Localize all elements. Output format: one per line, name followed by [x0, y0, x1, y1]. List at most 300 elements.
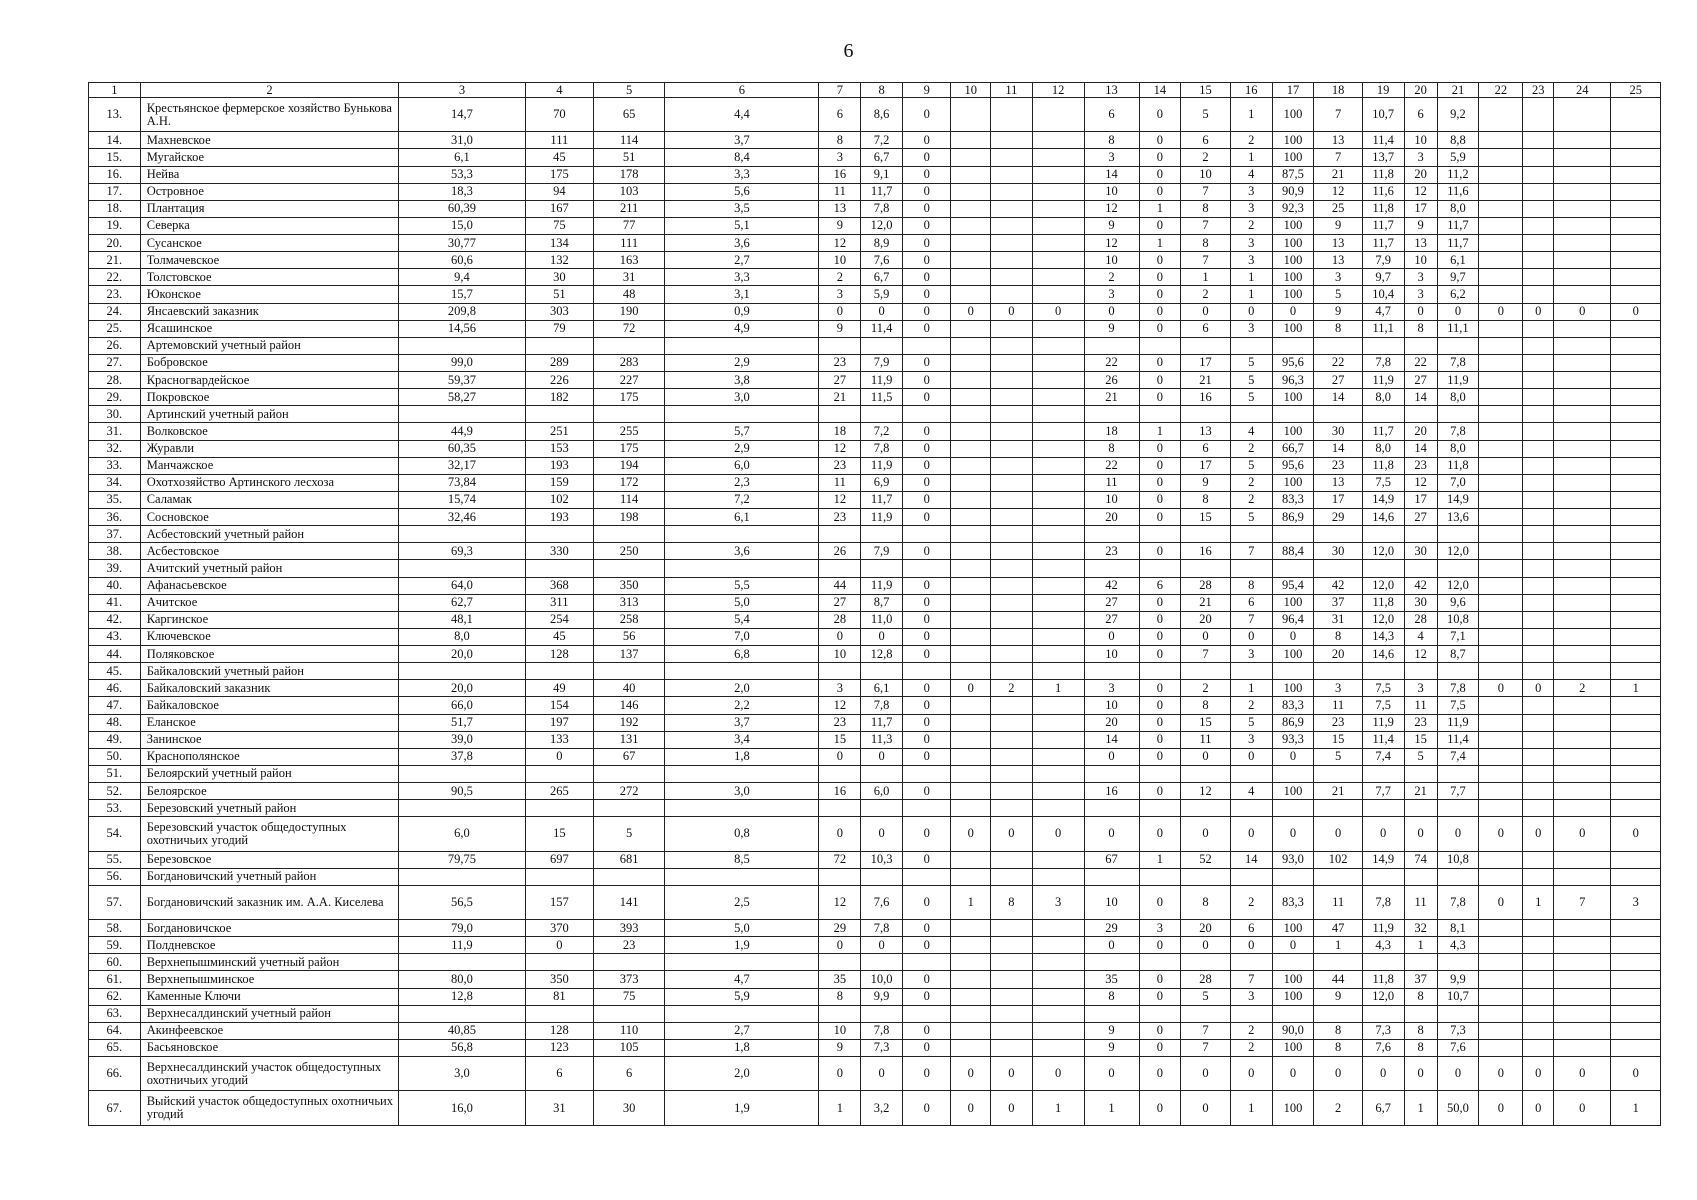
table-cell: 14,6: [1362, 509, 1404, 526]
table-cell: 3: [1230, 731, 1272, 748]
table-cell: [861, 663, 903, 680]
table-cell: 198: [593, 509, 665, 526]
table-cell: 100: [1272, 235, 1314, 252]
table-cell: 0: [951, 1091, 991, 1126]
table-cell: 42: [1404, 577, 1437, 594]
table-row: [89, 954, 1661, 971]
row-name-cell: Сосновское: [140, 509, 399, 526]
table-cell: [1554, 183, 1611, 200]
table-cell: [1479, 491, 1523, 508]
table-cell: 0: [1139, 971, 1181, 988]
row-name-cell: Янсаевский заказник: [140, 303, 399, 320]
table-row: [89, 817, 1661, 851]
table-cell: 0: [903, 269, 951, 286]
table-cell: 0: [1139, 474, 1181, 491]
table-cell: 0: [1611, 303, 1661, 320]
table-cell: [1032, 611, 1084, 628]
table-cell: 2,7: [665, 1022, 819, 1039]
table-cell: 9: [1314, 217, 1362, 234]
table-cell: [1523, 714, 1554, 731]
table-cell: 0: [1362, 1057, 1404, 1091]
table-cell: 6: [1181, 440, 1231, 457]
table-cell: 3: [1314, 269, 1362, 286]
table-cell: 15: [1314, 731, 1362, 748]
table-cell: [1479, 868, 1523, 885]
table-cell: 0: [1479, 885, 1523, 919]
table-cell: 0: [903, 971, 951, 988]
table-cell: 27: [1404, 372, 1437, 389]
table-cell: 27: [1314, 372, 1362, 389]
table-cell: 21: [1404, 783, 1437, 800]
table-cell: 7,8: [1437, 680, 1479, 697]
table-cell: 8,0: [1437, 440, 1479, 457]
table-cell: 8,5: [665, 851, 819, 868]
table-cell: 20: [1404, 423, 1437, 440]
row-number-cell: 29.: [89, 389, 141, 406]
table-cell: [1611, 1039, 1661, 1056]
table-cell: [1554, 800, 1611, 817]
table-cell: [1230, 526, 1272, 543]
table-cell: 11,9: [1362, 714, 1404, 731]
table-cell: [1611, 543, 1661, 560]
table-cell: 10: [1084, 885, 1139, 919]
table-cell: [1437, 868, 1479, 885]
table-cell: [1272, 560, 1314, 577]
row-name-cell: Басьяновское: [140, 1039, 399, 1056]
table-cell: 99,0: [399, 354, 526, 371]
table-cell: 3,2: [861, 1091, 903, 1126]
table-cell: 13: [1314, 132, 1362, 149]
table-cell: 44: [1314, 971, 1362, 988]
table-cell: [1611, 372, 1661, 389]
table-row: [89, 132, 1661, 149]
table-cell: [951, 457, 991, 474]
row-number-cell: 60.: [89, 954, 141, 971]
table-cell: [1272, 526, 1314, 543]
table-cell: 7,9: [1362, 252, 1404, 269]
table-cell: [991, 868, 1033, 885]
table-cell: 0: [525, 937, 593, 954]
table-cell: [991, 954, 1033, 971]
table-cell: [1032, 714, 1084, 731]
row-number-cell: 57.: [89, 885, 141, 919]
table-cell: [1084, 663, 1139, 680]
table-cell: [1479, 851, 1523, 868]
table-cell: 0: [903, 577, 951, 594]
table-cell: 190: [593, 303, 665, 320]
table-cell: 100: [1272, 269, 1314, 286]
table-cell: 8: [1181, 235, 1231, 252]
table-cell: [1032, 491, 1084, 508]
table-cell: 0: [1139, 885, 1181, 919]
table-cell: 28: [819, 611, 861, 628]
table-cell: 56,8: [399, 1039, 526, 1056]
row-number-cell: 26.: [89, 337, 141, 354]
table-cell: 11,7: [1362, 423, 1404, 440]
table-cell: [1032, 800, 1084, 817]
table-cell: 0: [903, 235, 951, 252]
table-cell: 0: [903, 611, 951, 628]
table-cell: 11,1: [1362, 320, 1404, 337]
table-cell: 1: [1084, 1091, 1139, 1126]
table-cell: 8,7: [861, 594, 903, 611]
table-cell: 20: [1181, 611, 1231, 628]
table-cell: [1554, 217, 1611, 234]
table-cell: 100: [1272, 423, 1314, 440]
table-cell: 3,8: [665, 372, 819, 389]
table-cell: 303: [525, 303, 593, 320]
table-cell: 7,6: [1437, 1039, 1479, 1056]
table-cell: [1523, 577, 1554, 594]
table-cell: 11,7: [861, 491, 903, 508]
table-cell: [1554, 269, 1611, 286]
table-cell: 14,7: [399, 98, 526, 132]
table-cell: [525, 560, 593, 577]
table-cell: 8: [1314, 1039, 1362, 1056]
table-cell: 370: [525, 920, 593, 937]
table-cell: [1523, 389, 1554, 406]
table-cell: [1181, 560, 1231, 577]
column-header: 10: [951, 83, 991, 98]
table-cell: 0: [1523, 817, 1554, 851]
table-cell: 4: [1230, 423, 1272, 440]
table-cell: 7,5: [1362, 697, 1404, 714]
table-cell: 9: [1314, 988, 1362, 1005]
table-cell: [1272, 406, 1314, 423]
table-cell: 0: [903, 851, 951, 868]
row-number-cell: 63.: [89, 1005, 141, 1022]
table-cell: [991, 697, 1033, 714]
table-cell: 0: [1139, 748, 1181, 765]
table-cell: [1523, 509, 1554, 526]
table-cell: [1084, 406, 1139, 423]
table-cell: 1: [1032, 1091, 1084, 1126]
table-cell: 100: [1272, 988, 1314, 1005]
table-cell: [1523, 954, 1554, 971]
row-number-cell: 47.: [89, 697, 141, 714]
table-cell: 21: [1084, 389, 1139, 406]
table-cell: 4: [1230, 166, 1272, 183]
table-cell: 7: [1230, 611, 1272, 628]
table-cell: [1272, 954, 1314, 971]
table-cell: 5: [1230, 354, 1272, 371]
row-name-cell: Журавли: [140, 440, 399, 457]
table-cell: 44: [819, 577, 861, 594]
table-cell: [1611, 389, 1661, 406]
table-cell: 12: [819, 440, 861, 457]
table-cell: 25: [1314, 200, 1362, 217]
table-cell: [1523, 269, 1554, 286]
table-cell: [1032, 166, 1084, 183]
table-cell: 13: [1314, 235, 1362, 252]
table-cell: 10: [1084, 646, 1139, 663]
table-cell: 7: [1181, 183, 1231, 200]
row-number-cell: 31.: [89, 423, 141, 440]
table-cell: 31: [1314, 611, 1362, 628]
table-row: [89, 389, 1661, 406]
table-cell: [1032, 457, 1084, 474]
table-cell: [1611, 628, 1661, 645]
table-cell: 47: [1314, 920, 1362, 937]
row-name-cell: Байкаловское: [140, 697, 399, 714]
table-cell: [951, 1005, 991, 1022]
table-cell: 3: [1404, 286, 1437, 303]
table-cell: [1611, 1005, 1661, 1022]
table-cell: 81: [525, 988, 593, 1005]
table-cell: 0: [903, 817, 951, 851]
table-cell: [1611, 731, 1661, 748]
table-cell: [1181, 663, 1231, 680]
table-cell: 23: [819, 509, 861, 526]
table-cell: 11,8: [1362, 971, 1404, 988]
table-cell: 0: [1181, 748, 1231, 765]
table-cell: 5: [593, 817, 665, 851]
table-cell: 0: [861, 303, 903, 320]
table-cell: 10: [819, 252, 861, 269]
table-cell: [991, 611, 1033, 628]
table-cell: 4: [1404, 628, 1437, 645]
table-cell: 6,7: [861, 269, 903, 286]
table-cell: [1611, 748, 1661, 765]
table-cell: [1437, 406, 1479, 423]
table-cell: 17: [1404, 491, 1437, 508]
table-cell: 31: [525, 1091, 593, 1126]
table-cell: 197: [525, 714, 593, 731]
table-cell: 14,9: [1362, 851, 1404, 868]
table-cell: 8: [1404, 1039, 1437, 1056]
table-cell: [861, 765, 903, 782]
table-cell: 0: [903, 1057, 951, 1091]
table-cell: 0: [861, 937, 903, 954]
table-cell: [861, 406, 903, 423]
row-name-cell: Афанасьевское: [140, 577, 399, 594]
table-cell: 1: [1404, 1091, 1437, 1126]
table-cell: 681: [593, 851, 665, 868]
table-header: [89, 83, 1661, 98]
row-number-cell: 49.: [89, 731, 141, 748]
table-cell: [861, 337, 903, 354]
table-cell: 2: [1314, 1091, 1362, 1126]
table-cell: 11: [1404, 697, 1437, 714]
table-cell: 2: [1230, 440, 1272, 457]
table-cell: [951, 200, 991, 217]
row-number-cell: 53.: [89, 800, 141, 817]
table-cell: 42: [1314, 577, 1362, 594]
row-name-cell: Верхнепышминское: [140, 971, 399, 988]
table-cell: 0: [1523, 303, 1554, 320]
table-cell: [1479, 971, 1523, 988]
table-cell: [991, 98, 1033, 132]
table-cell: 9: [1181, 474, 1231, 491]
table-cell: 51: [525, 286, 593, 303]
table-cell: 26: [819, 543, 861, 560]
table-cell: 4,3: [1362, 937, 1404, 954]
table-cell: 20,0: [399, 680, 526, 697]
table-cell: [861, 954, 903, 971]
table-cell: 0: [903, 594, 951, 611]
table-cell: 7,2: [665, 491, 819, 508]
table-cell: [1554, 611, 1611, 628]
table-cell: [1479, 320, 1523, 337]
row-name-cell: Толстовское: [140, 269, 399, 286]
header-row: [89, 83, 1661, 98]
table-cell: [1523, 98, 1554, 132]
table-cell: 330: [525, 543, 593, 560]
row-number-cell: 64.: [89, 1022, 141, 1039]
table-cell: 12: [1314, 183, 1362, 200]
table-cell: 17: [1314, 491, 1362, 508]
table-cell: [1611, 920, 1661, 937]
table-cell: 8: [1230, 577, 1272, 594]
table-cell: 9: [1084, 217, 1139, 234]
table-cell: 0: [1181, 628, 1231, 645]
table-cell: [1523, 235, 1554, 252]
table-cell: [1554, 714, 1611, 731]
table-cell: [1437, 337, 1479, 354]
table-cell: 9: [1084, 1039, 1139, 1056]
table-cell: [1611, 235, 1661, 252]
table-cell: [1611, 217, 1661, 234]
column-header: 21: [1437, 83, 1479, 98]
table-cell: [1523, 1005, 1554, 1022]
table-cell: [1554, 783, 1611, 800]
table-cell: [1479, 628, 1523, 645]
table-cell: 254: [525, 611, 593, 628]
table-cell: [1314, 868, 1362, 885]
table-cell: [399, 560, 526, 577]
table-cell: 42: [1084, 577, 1139, 594]
table-cell: [1032, 474, 1084, 491]
table-cell: [1032, 286, 1084, 303]
table-cell: [991, 286, 1033, 303]
table-cell: 3,5: [665, 200, 819, 217]
row-name-cell: Ключевское: [140, 628, 399, 645]
table-cell: 11: [1314, 885, 1362, 919]
table-cell: [1554, 389, 1611, 406]
table-cell: 211: [593, 200, 665, 217]
table-cell: 0: [903, 252, 951, 269]
row-number-cell: 45.: [89, 663, 141, 680]
column-header: 9: [903, 83, 951, 98]
table-cell: 0: [903, 680, 951, 697]
table-row: [89, 800, 1661, 817]
table-cell: 92,3: [1272, 200, 1314, 217]
table-cell: 100: [1272, 920, 1314, 937]
table-cell: 20: [1084, 509, 1139, 526]
table-cell: [1272, 868, 1314, 885]
table-cell: [1523, 286, 1554, 303]
row-number-cell: 13.: [89, 98, 141, 132]
table-cell: 0: [991, 1057, 1033, 1091]
table-cell: 2: [1230, 1039, 1272, 1056]
table-cell: [665, 526, 819, 543]
table-cell: 0: [1230, 748, 1272, 765]
row-number-cell: 66.: [89, 1057, 141, 1091]
table-cell: 10: [1084, 697, 1139, 714]
table-cell: 23: [819, 354, 861, 371]
table-cell: 20: [1181, 920, 1231, 937]
row-name-cell: Акинфеевское: [140, 1022, 399, 1039]
table-cell: [991, 988, 1033, 1005]
table-cell: 0: [1139, 697, 1181, 714]
table-cell: 8: [819, 132, 861, 149]
table-cell: 0: [1479, 303, 1523, 320]
table-cell: 12,8: [861, 646, 903, 663]
table-cell: [903, 406, 951, 423]
table-cell: [1554, 526, 1611, 543]
table-cell: 3: [1230, 988, 1272, 1005]
table-cell: 11,5: [861, 389, 903, 406]
table-cell: 12: [819, 885, 861, 919]
table-cell: 95,6: [1272, 457, 1314, 474]
table-cell: 3: [1230, 320, 1272, 337]
table-cell: 0: [903, 217, 951, 234]
table-cell: 0: [903, 372, 951, 389]
table-cell: 4: [1230, 783, 1272, 800]
table-cell: 0: [1181, 303, 1231, 320]
table-cell: [951, 354, 991, 371]
table-cell: [593, 560, 665, 577]
table-cell: 3,1: [665, 286, 819, 303]
table-cell: 1: [1139, 200, 1181, 217]
table-cell: [1554, 697, 1611, 714]
table-cell: 13: [1404, 235, 1437, 252]
table-cell: 3: [1404, 149, 1437, 166]
table-cell: [1314, 337, 1362, 354]
table-cell: [991, 783, 1033, 800]
table-cell: 0: [1139, 354, 1181, 371]
table-cell: [1404, 954, 1437, 971]
table-cell: 11,4: [1362, 132, 1404, 149]
table-cell: 7: [1554, 885, 1611, 919]
table-cell: 100: [1272, 594, 1314, 611]
table-cell: 65: [593, 98, 665, 132]
table-cell: [1554, 731, 1611, 748]
table-cell: [593, 765, 665, 782]
table-cell: 7: [1181, 1039, 1231, 1056]
row-name-cell: Артинский учетный район: [140, 406, 399, 423]
table-cell: 11,8: [1437, 457, 1479, 474]
table-cell: 0: [861, 748, 903, 765]
table-cell: 56,5: [399, 885, 526, 919]
row-number-cell: 40.: [89, 577, 141, 594]
table-cell: [951, 663, 991, 680]
table-cell: 12: [1181, 783, 1231, 800]
table-cell: [1032, 200, 1084, 217]
table-cell: [1362, 765, 1404, 782]
table-cell: 13,7: [1362, 149, 1404, 166]
table-cell: [1523, 1039, 1554, 1056]
table-cell: 12: [819, 491, 861, 508]
table-cell: [1404, 800, 1437, 817]
table-cell: 75: [593, 988, 665, 1005]
table-cell: [1272, 663, 1314, 680]
table-cell: 11,9: [1437, 372, 1479, 389]
row-name-cell: Бобровское: [140, 354, 399, 371]
table-cell: 133: [525, 731, 593, 748]
table-cell: 8: [1181, 885, 1231, 919]
table-cell: 697: [525, 851, 593, 868]
table-cell: 6: [525, 1057, 593, 1091]
table-cell: 17: [1181, 354, 1231, 371]
table-cell: [951, 988, 991, 1005]
row-name-cell: Каргинское: [140, 611, 399, 628]
table-cell: [903, 337, 951, 354]
table-cell: [1032, 765, 1084, 782]
table-cell: 0: [1230, 817, 1272, 851]
table-cell: [951, 628, 991, 645]
table-row: [89, 594, 1661, 611]
